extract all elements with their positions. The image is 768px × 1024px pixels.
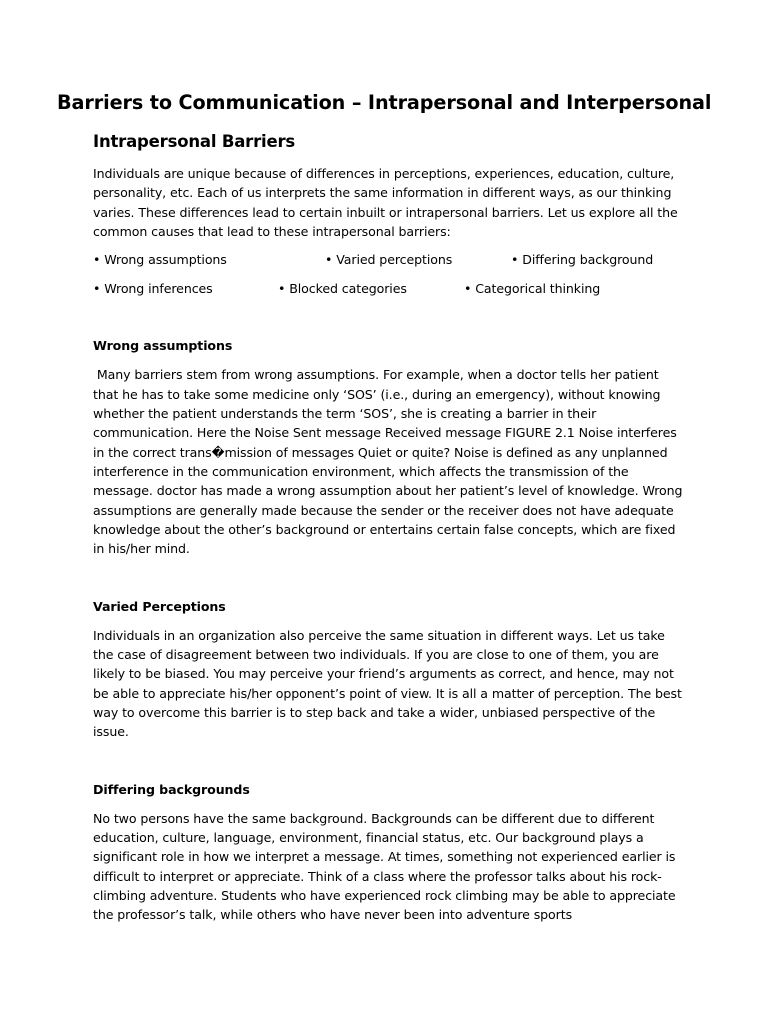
paragraph-wrong-assumptions: Many barriers stem from wrong assumptions. For example, when a doctor tells her patient that he has to take some medicine only ‘SOS’ (i.e., during an emergency), without knowing whether the patient understands the term ‘SOS’, she is creating a barrier in their communication. Here the Noise Sent message Received message FIGURE 2.1 Noise interferes in the correct trans�mission of messages Quiet or quite? Noise is defined as any unplanned interference in the communication environment, which affects the transmission of the message. doctor has made a wrong assumption about her patient’s level of knowledge. Wrong assumptions are generally made because the sender or the receiver does not have adequate knowledge about the other’s background or entertains certain false concepts, which are fixed in his/her mind. — [93, 367, 687, 557]
subheading-varied-perceptions: Varied Perceptions — [93, 598, 226, 614]
document-title: Barriers to Communication – Intrapersonal and Interpersonal — [57, 91, 712, 114]
paragraph-differing-backgrounds: No two persons have the same background. Backgrounds can be different due to different education, culture, language, environment, financial status, etc. Our background plays a significant role in how we interpret a message. At times, something not experienced earlier is difficult to interpret or appreciate. Think of a class where the professor talks about his rock-climbing adventure. Students who have experienced rock climbing may be able to appreciate the professor’s talk, while others who have never been into adventure sports — [93, 810, 676, 923]
subheading-differing-backgrounds: Differing backgrounds — [93, 781, 250, 797]
bullet-item: • Wrong inferences — [93, 281, 213, 297]
intro-paragraph: Individuals are unique because of differences in perceptions, experiences, education, culture, personality, etc. Each of us interprets the same information in different ways, as our thinking varies. These differences lead to certain inbuilt or intrapersonal barriers. Let us explore all the common causes that lead to these intrapersonal barriers: — [93, 166, 678, 239]
bullet-item: • Categorical thinking — [464, 281, 601, 297]
bullet-item: • Blocked categories — [278, 281, 407, 297]
subheading-wrong-assumptions: Wrong assumptions — [93, 338, 233, 354]
bullet-row-1 — [93, 250, 683, 269]
bullet-item: • Differing background — [511, 252, 654, 268]
document-body — [93, 130, 687, 925]
section-heading: Intrapersonal Barriers — [93, 132, 296, 151]
paragraph-varied-perceptions: Individuals in an organization also perceive the same situation in different ways. Let us take the case of disagreement between two individuals. If you are close to one of them, you are likely to be biased. You may perceive your friend’s arguments as correct, and hence, may not be able to appreciate his/her opponent’s point of view. It is all a matter of perception. The best way to overcome this barrier is to step back and take a wider, unbiased perspective of the issue. — [93, 627, 682, 740]
bullet-item: • Wrong assumptions — [93, 252, 227, 268]
bullet-item: • Varied perceptions — [325, 252, 453, 268]
bullet-row-2 — [93, 279, 683, 298]
